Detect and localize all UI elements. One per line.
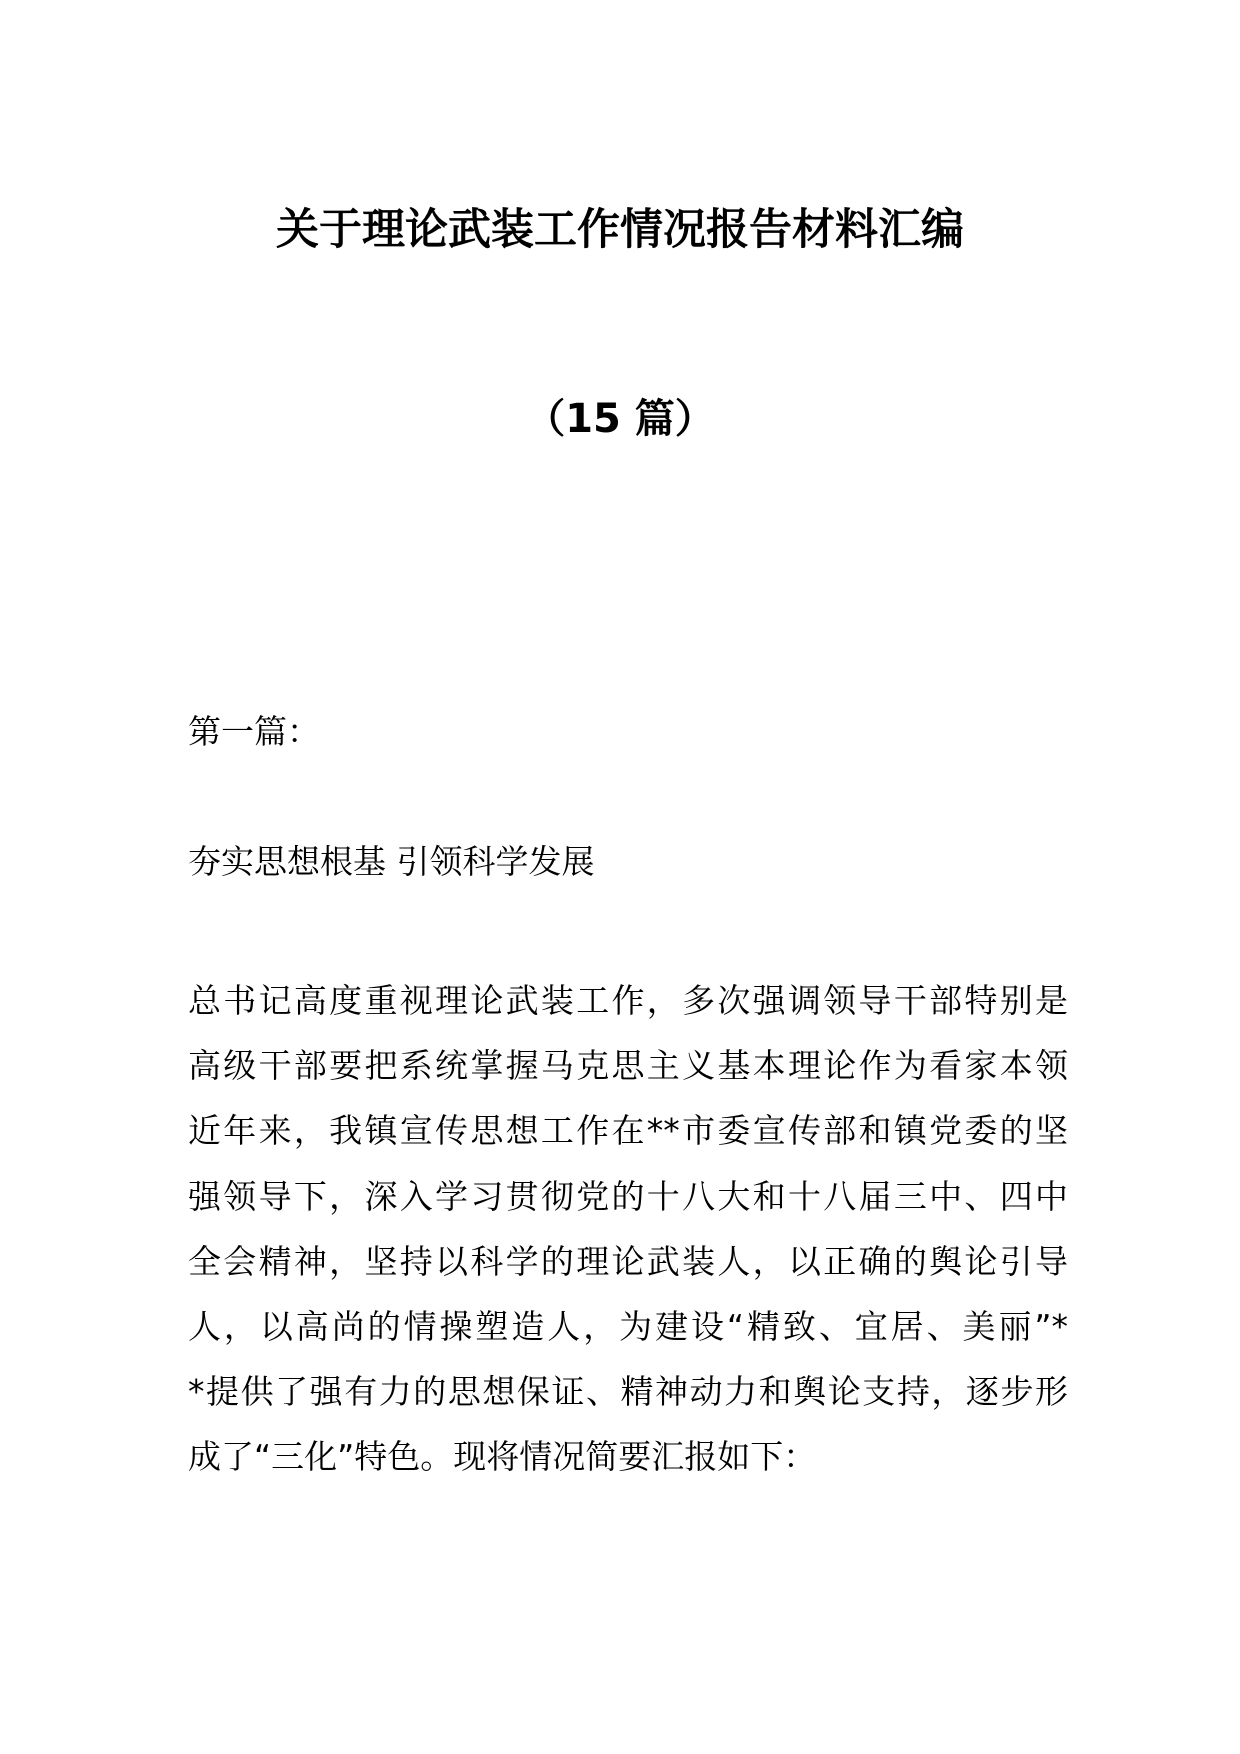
body-line: 强领导下，深入学习贯彻党的十八大和十八届三中、四中 [188,1176,1068,1216]
body-paragraph [188,968,1068,1490]
section-heading: 夯实思想根基 引领科学发展 [188,842,595,881]
body-line: 高级干部要把系统掌握马克思主义基本理论作为看家本领 [188,1046,1068,1086]
document-title: 关于理论武装工作情况报告材料汇编 [276,205,964,255]
document-subtitle: （15 篇） [525,396,715,442]
section-label: 第一篇： [188,712,320,751]
body-line: 总书记高度重视理论武装工作，多次强调领导干部特别是 [188,981,1068,1020]
body-line: *提供了强有力的思想保证、精神动力和舆论支持，逐步形 [188,1372,1068,1412]
body-line: 人，以高尚的情操塑造人，为建设“精致、宜居、美丽”* [188,1306,1068,1346]
body-line: 全会精神，坚持以科学的理论武装人，以正确的舆论引导 [188,1241,1068,1281]
body-line: 成了“三化”特色。现将情况简要汇报如下： [188,1437,817,1477]
body-line: 近年来，我镇宣传思想工作在**市委宣传部和镇党委的坚 [188,1111,1068,1151]
